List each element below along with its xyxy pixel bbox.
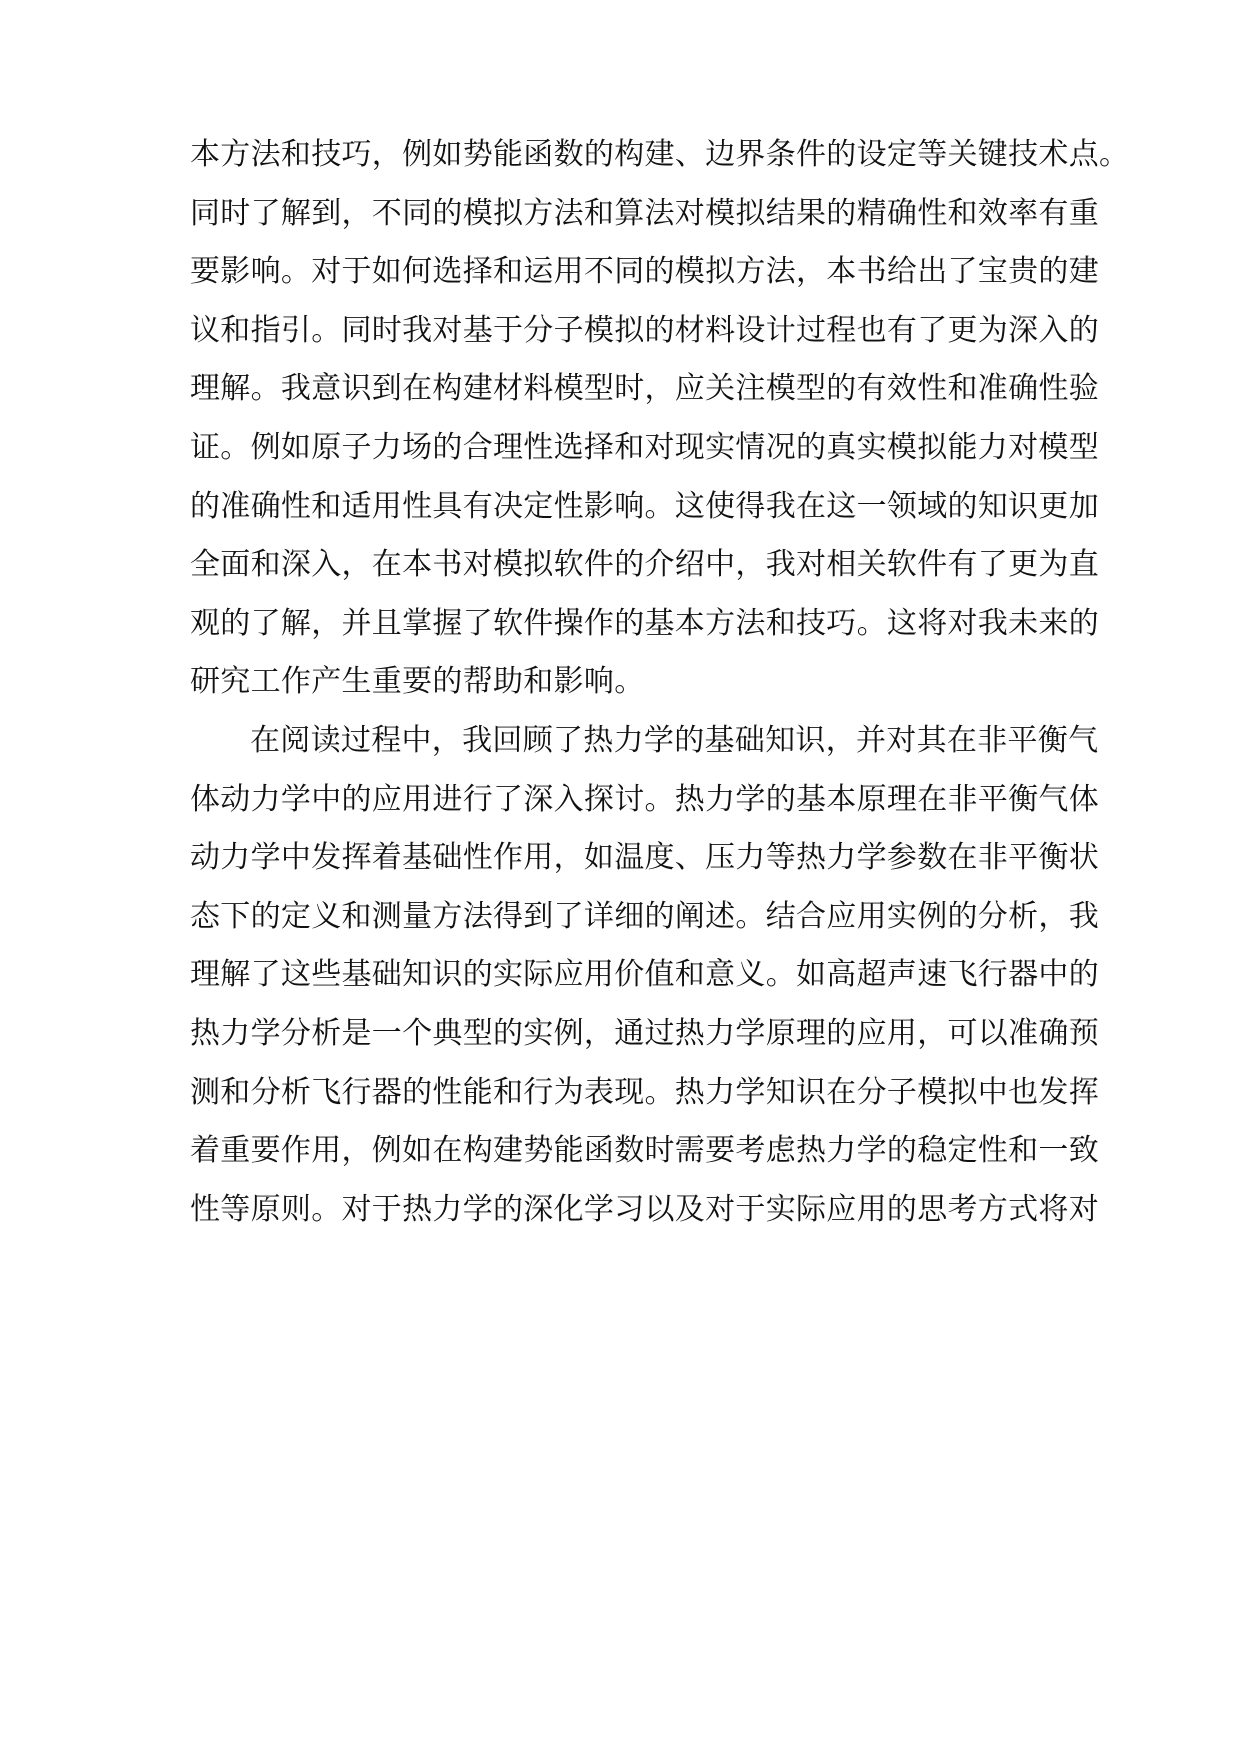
paragraph-line: 态下的定义和测量方法得到了详细的阐述。结合应用实例的分析，我 xyxy=(190,898,1099,934)
paragraph-line: 全面和深入，在本书对模拟软件的介绍中，我对相关软件有了更为直 xyxy=(190,547,1099,583)
paragraph-line: 热力学分析是一个典型的实例，通过热力学原理的应用，可以准确预 xyxy=(190,1015,1099,1051)
paragraph-line: 理解了这些基础知识的实际应用价值和意义。如高超声速飞行器中的 xyxy=(190,957,1099,993)
paragraph-line: 理解。我意识到在构建材料模型时，应关注模型的有效性和准确性验 xyxy=(190,371,1099,407)
paragraph-line: 测和分析飞行器的性能和行为表现。热力学知识在分子模拟中也发挥 xyxy=(190,1074,1099,1110)
paragraph-line: 本方法和技巧，例如势能函数的构建、边界条件的设定等关键技术点。 xyxy=(190,137,1130,172)
paragraph-line: 议和指引。同时我对基于分子模拟的材料设计过程也有了更为深入的 xyxy=(190,312,1099,348)
paragraph-line: 性等原则。对于热力学的深化学习以及对于实际应用的思考方式将对 xyxy=(190,1191,1099,1227)
paragraph-line: 体动力学中的应用进行了深入探讨。热力学的基本原理在非平衡气体 xyxy=(190,781,1099,817)
paragraph-line: 动力学中发挥着基础性作用，如温度、压力等热力学参数在非平衡状 xyxy=(190,840,1099,876)
paragraph-line: 证。例如原子力场的合理性选择和对现实情况的真实模拟能力对模型 xyxy=(190,429,1099,465)
paragraph-line: 观的了解，并且掌握了软件操作的基本方法和技巧。这将对我未来的 xyxy=(190,605,1099,641)
paragraph-line: 的准确性和适用性具有决定性影响。这使得我在这一领域的知识更加 xyxy=(190,488,1099,524)
paragraph-line: 着重要作用，例如在构建势能函数时需要考虑热力学的稳定性和一致 xyxy=(190,1133,1099,1169)
paragraph-line: 研究工作产生重要的帮助和影响。 xyxy=(190,664,645,700)
paragraph-2 xyxy=(190,712,1099,1239)
paragraph-line: 要影响。对于如何选择和运用不同的模拟方法，本书给出了宝贵的建 xyxy=(190,254,1099,290)
paragraph-1 xyxy=(190,126,1130,712)
paragraph-line: 同时了解到，不同的模拟方法和算法对模拟结果的精确性和效率有重 xyxy=(190,195,1099,231)
paragraph-line: 在阅读过程中，我回顾了热力学的基础知识，并对其在非平衡气 xyxy=(250,723,1099,758)
